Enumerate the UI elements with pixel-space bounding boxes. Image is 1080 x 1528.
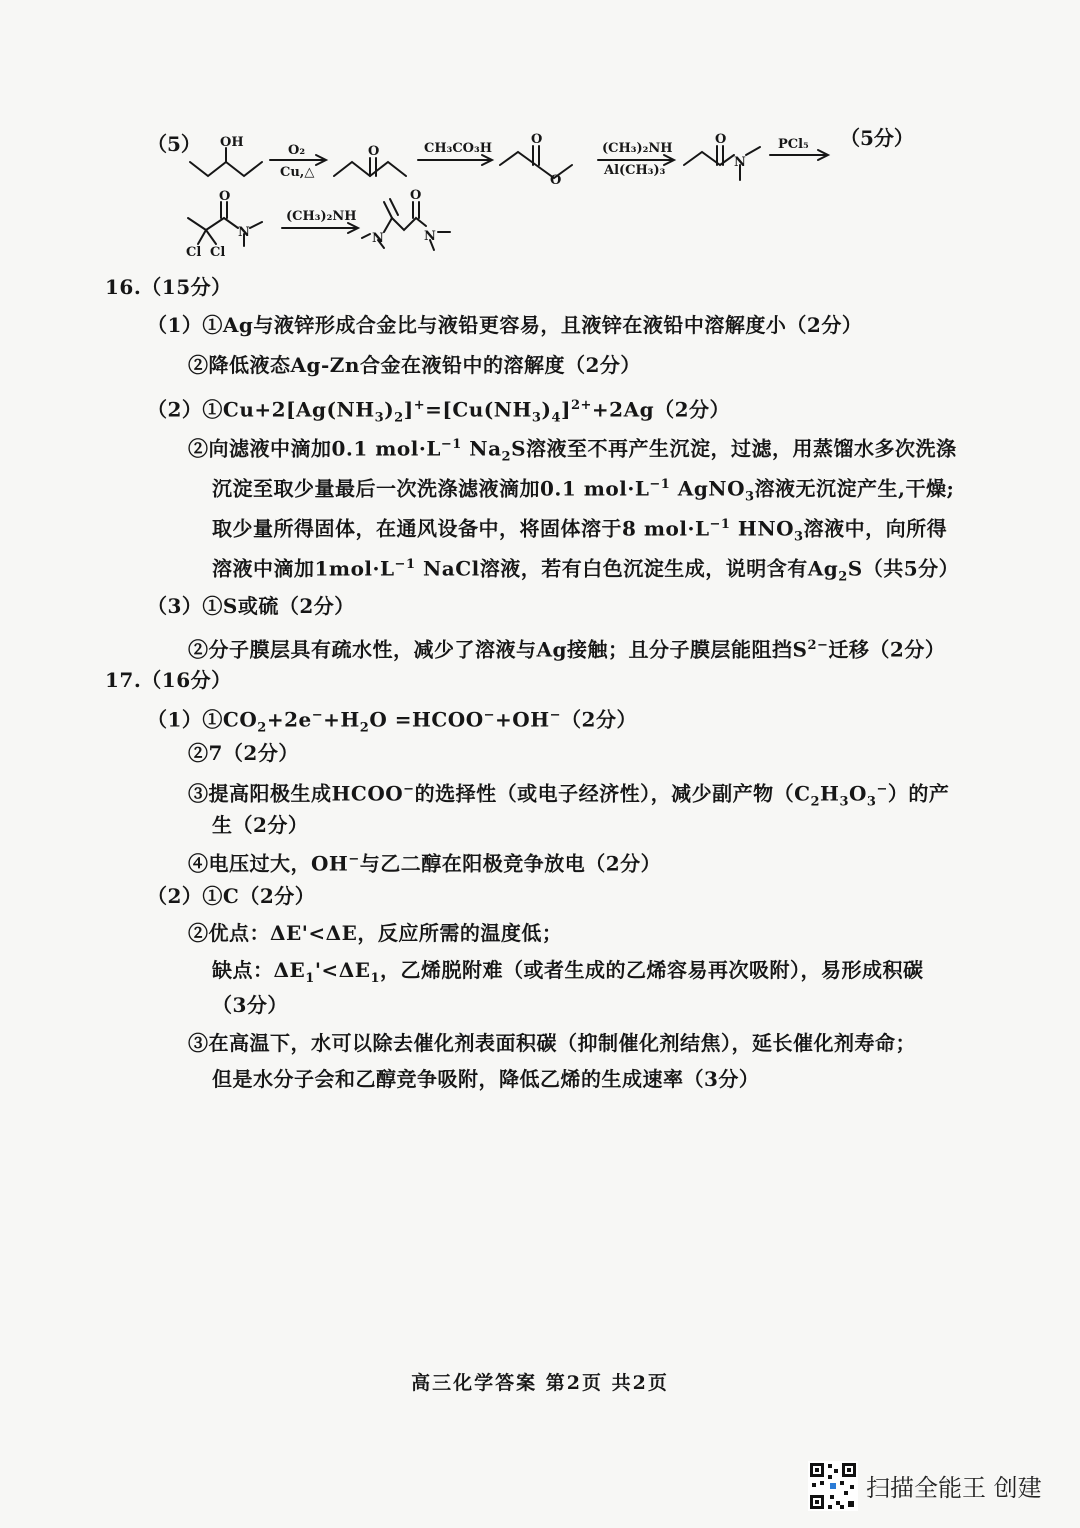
q5-label: （5） <box>147 132 201 156</box>
q16-part2-item2-line2: 沉淀至取少量最后一次洗涤滤液滴加0.1 $mol\cdot L^{-1}$ AgNO$_3$溶液无沉淀产生,干燥; <box>212 476 955 505</box>
reagent-2: CH₃CO₃H <box>424 141 492 156</box>
dichloroamide-skeleton <box>188 218 238 230</box>
q17-part2-item2-score: （3分） <box>212 993 288 1017</box>
q17-part2-item2-pro: ②优点：ΔE'<ΔE，反应所需的温度低； <box>188 921 563 945</box>
page-footer: 高三化学答案 第2页 共2页 <box>411 1372 669 1394</box>
watermark-text: 扫描全能王 创建 <box>866 1474 1042 1502</box>
reagent-5: (CH₃)₂NH <box>286 209 357 224</box>
atom-cl-2: Cl <box>210 245 226 260</box>
reagent-3-bottom: Al(CH₃)₃ <box>604 163 666 178</box>
atom-oh: OH <box>220 135 244 150</box>
reagent-3-top: (CH₃)₂NH <box>602 141 673 156</box>
q17-part2-item3-line2: 但是水分子会和乙醇竞争吸附，降低乙烯的生成速率（3分） <box>212 1067 760 1091</box>
q16-part2-item2-line1: ②向滤液中滴加0.1 $mol\cdot L^{-1}$ $Na_2S$溶液至不再产生沉淀，过滤，用蒸馏水多次洗涤 <box>188 436 957 465</box>
atom-n-amide: N <box>734 155 746 170</box>
q17-part1-item3: ③提高阳极生成HCOO−的选择性（或电子经济性），减少副产物$(C_2H_3O_3^-)$的产 <box>188 781 950 810</box>
atom-o-ester: O <box>550 173 562 188</box>
q16-part1-item1: （1）①Ag与液锌形成合金比与液铅更容易，且液锌在液铅中溶解度小（2分） <box>147 313 863 337</box>
q17-part1-item1: $(1)①CO_2+2e^-+H_2O$ =HCOO−+OH−（2分） <box>147 707 637 736</box>
q16-part1-item2: ②降低液态Ag-Zn合金在液铅中的溶解度（2分） <box>188 353 641 377</box>
q5-score: （5分） <box>840 126 914 150</box>
atom-n-dichloro: N <box>238 225 250 240</box>
q17-part1-item3-cont: 生（2分） <box>212 813 309 837</box>
reagent-1-top: O₂ <box>288 143 306 158</box>
amide-skeleton <box>684 152 734 165</box>
atom-o-final: O <box>410 188 422 203</box>
atom-n-final-2: N <box>424 229 436 244</box>
q16-part3-item2: ②分子膜层具有疏水性，减少了溶液与Ag接触；且分子膜层能阻挡$S^{2-}$迁移（2分） <box>188 637 946 662</box>
atom-o-ester-carbonyl: O <box>531 132 543 147</box>
q16-part3-item1: （3）①S或硫（2分） <box>147 594 355 618</box>
q17-part1-item2: ②7（2分） <box>188 741 299 765</box>
q17-part2-item2-con: 缺点：$\Delta E_1'<\Delta E_1$，乙烯脱附难（或者生成的乙烯容易再次吸附），易形成积碳 <box>212 958 924 986</box>
q16-part2-item1: $(2)①Cu+2[Ag(NH_3)_2]^+=[Cu(NH_3)_4]^{2+}+2Ag(2$分） <box>147 397 730 426</box>
reagent-4: PCl₅ <box>778 137 809 152</box>
reagent-1-bottom: Cu,△ <box>280 165 315 180</box>
atom-n-final-1: N <box>372 231 384 246</box>
atom-o-amide: O <box>715 132 727 147</box>
q16-part2-item2-line3: 取少量所得固体，在通风设备中，将固体溶于8 $mol\cdot L^{-1}$ $HNO_3$溶液中，向所得 <box>212 516 948 545</box>
scanner-watermark <box>808 1458 1058 1514</box>
synthesis-route-diagram <box>0 0 1080 270</box>
q17-part2-item3-line1: ③在高温下，水可以除去催化剂表面积碳（抑制催化剂结焦），延长催化剂寿命； <box>188 1031 916 1055</box>
final-diamide-skeleton <box>392 218 426 230</box>
butanol-skeleton <box>190 162 262 176</box>
atom-cl-1: Cl <box>186 245 202 260</box>
q17-header: 17.（16分） <box>105 668 232 692</box>
atom-o-dichloro: O <box>219 189 231 204</box>
q17-part2-item1: （2）①C（2分） <box>147 884 316 908</box>
qr-code-icon <box>808 1461 858 1511</box>
q17-part1-item4: ④电压过大，OH−与乙二醇在阳极竞争放电（2分） <box>188 851 662 876</box>
q16-part2-item2-line4: 溶液中滴加$1mol\cdot L^{-1}$ NaCl溶液，若有白色沉淀生成，说明含有$Ag_2S$（共5分） <box>212 556 960 585</box>
atom-o-ketone: O <box>368 144 380 159</box>
q16-header: 16.（15分） <box>105 275 232 299</box>
